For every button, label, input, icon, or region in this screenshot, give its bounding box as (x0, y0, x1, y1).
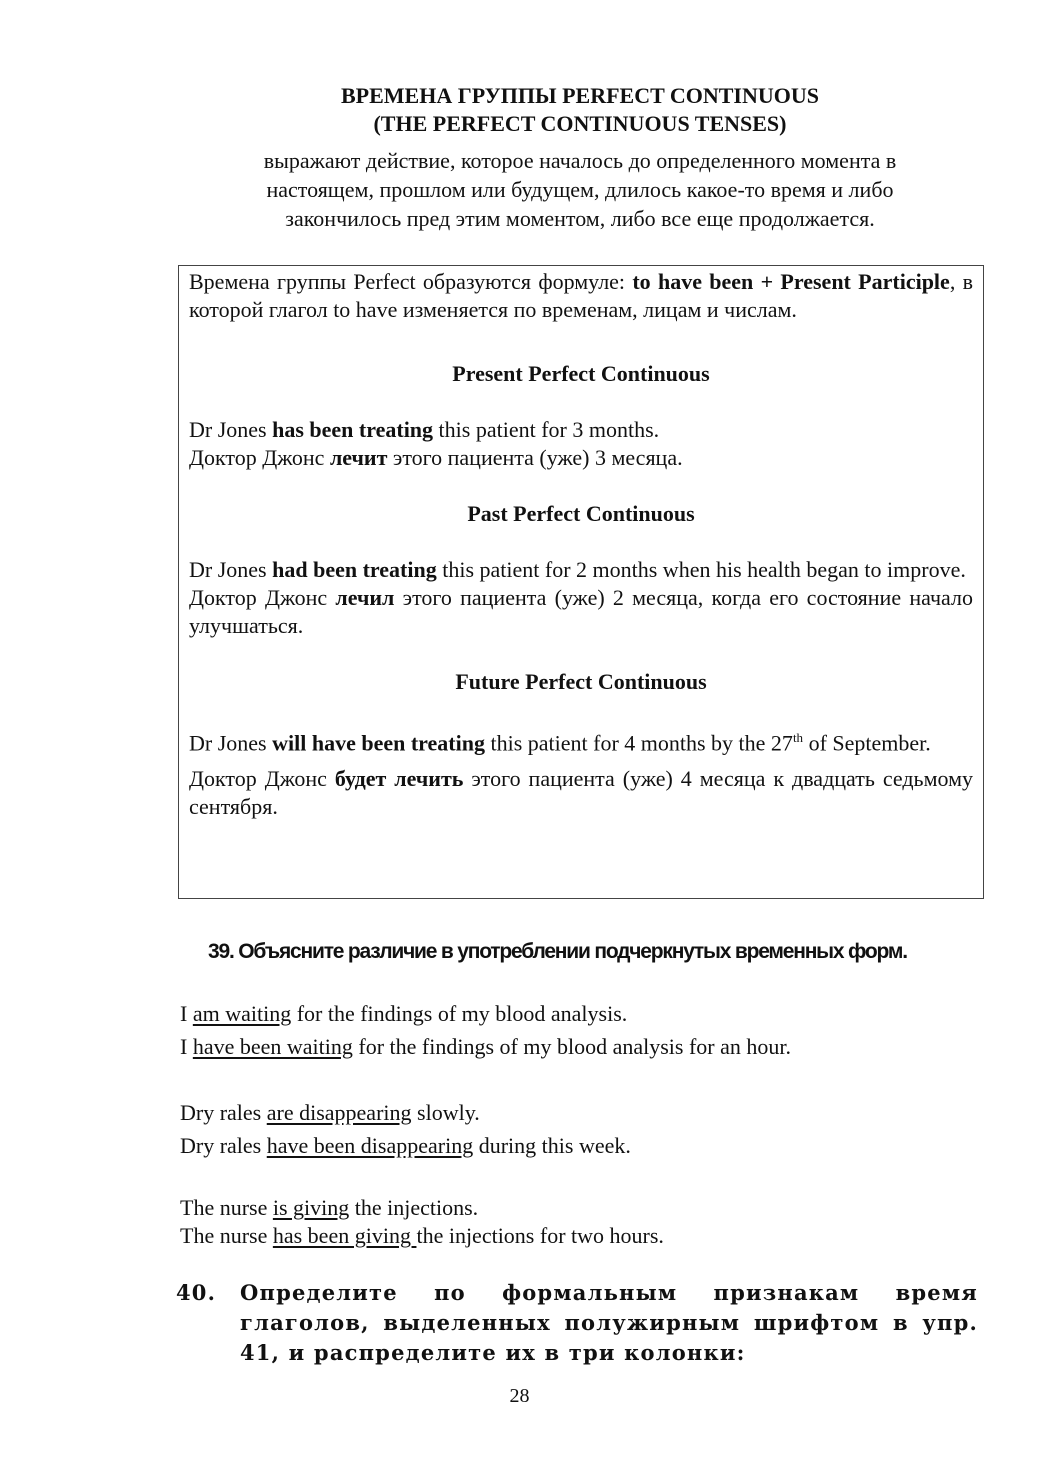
section-heading-present: Present Perfect Continuous (452, 361, 710, 386)
example-en-past: Dr Jones had been treating this patient for 2 months when his health began to improve. (189, 557, 966, 582)
underlined-verb: have been disappearing (266, 1133, 474, 1158)
exercise-line: I am waiting for the findings of my blood analysis. (180, 1001, 628, 1026)
example-ru-present: Доктор Джонс лечит этого пациента (уже) 3 месяца. (189, 445, 683, 470)
intro-paragraph (150, 146, 1010, 233)
exercise-line: Dry rales have been disappearing during this week. (180, 1133, 631, 1158)
intro-line: настоящем, прошлом или будущем, длилось какое-то время и либо (266, 177, 894, 202)
exercise-39-title: 39. Объясните различие в употреблении подчеркнутых временных форм. (208, 940, 907, 963)
exercise-40-instruction: 40. Определите по формальным признакам время глаголов, выделенных полужирным шрифтом в упр. 41, и распределите их в три колонки: (176, 1280, 978, 1365)
page-title: ВРЕМЕНА ГРУППЫ PERFECT CONTINUOUS (341, 83, 819, 108)
example-ru-future: Доктор Джонс будет лечить этого пациента (уже) 4 месяца к двадцать седьмому сентября. (189, 766, 974, 820)
underlined-verb: have been waiting (192, 1034, 353, 1059)
exercise-line: Dry rales are disappearing slowly. (180, 1100, 480, 1125)
exercise-line: The nurse has been giving the injections for two hours. (180, 1223, 664, 1248)
page-subtitle: (THE PERFECT CONTINUOUS TENSES) (373, 111, 787, 136)
underlined-verb: are disappearing (266, 1100, 412, 1125)
formula: to have been + Present Participle (632, 269, 950, 294)
formula-paragraph: Времена группы Perfect образуются формуле: to have been + Present Participle, в которой глагол to have изменяется по временам, лицам и числам. (189, 269, 973, 322)
intro-line: закончилось пред этим моментом, либо все еще продолжается. (285, 206, 875, 231)
underlined-verb: am waiting (192, 1001, 292, 1026)
exercise-line: The nurse is giving the injections. (180, 1195, 479, 1220)
exercise-line: I have been waiting for the findings of my blood analysis for an hour. (180, 1034, 791, 1059)
section-heading-future: Future Perfect Continuous (455, 669, 707, 694)
grammar-rule-box (178, 265, 984, 899)
underlined-verb: is giving (272, 1195, 350, 1220)
example-en-future: Dr Jones will have been treating this patient for 4 months by the 27th of September. (189, 730, 931, 756)
section-heading-past: Past Perfect Continuous (467, 501, 695, 526)
example-en-present: Dr Jones has been treating this patient for 3 months. (189, 417, 660, 442)
page-number: 28 (509, 1385, 530, 1407)
exercise-number: 40. (176, 1280, 217, 1305)
example-ru-past: Доктор Джонс лечил этого пациента (уже) 2 месяца, когда его состояние начало улучшаться. (189, 585, 973, 638)
underlined-verb: has been giving (272, 1223, 417, 1248)
intro-line: выражают действие, которое началось до определенного момента в (263, 148, 897, 173)
